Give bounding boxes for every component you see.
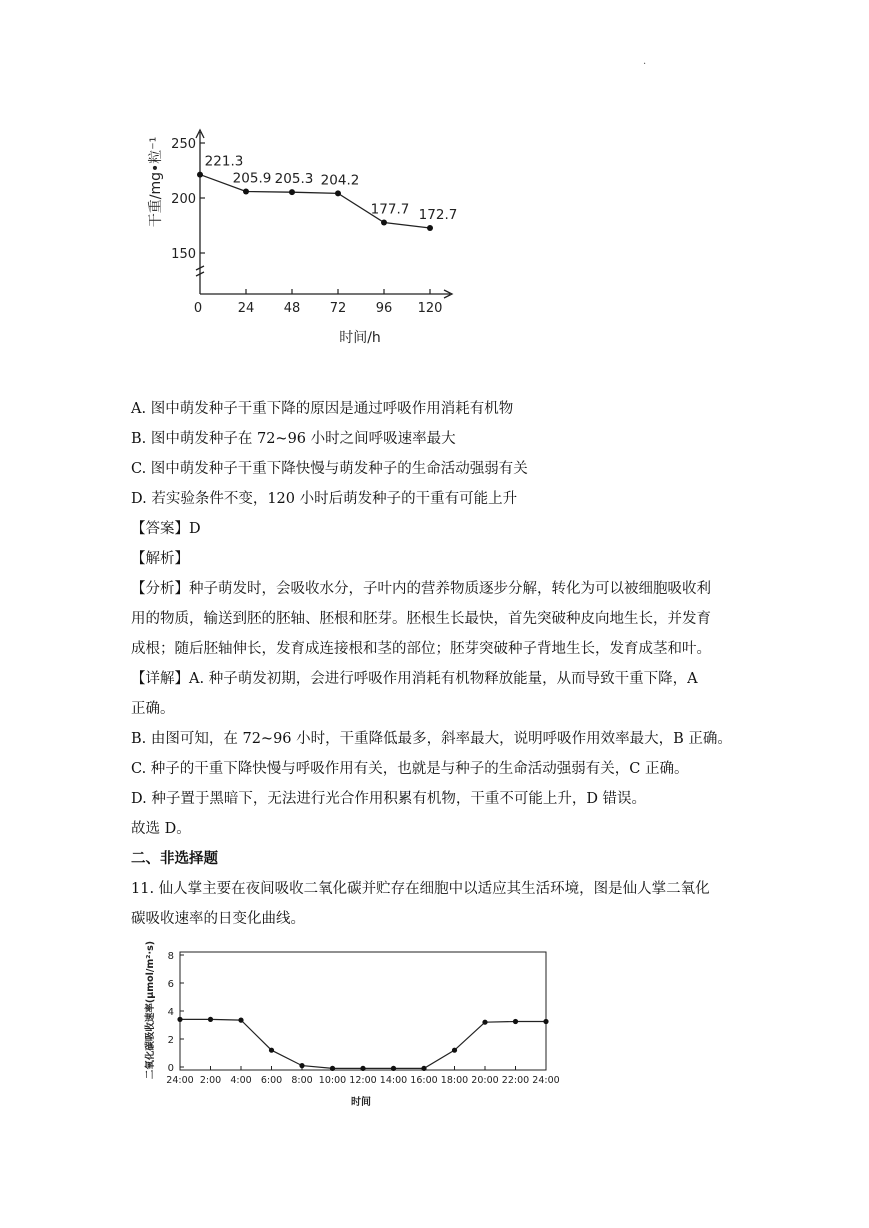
chart2-series [177, 1017, 548, 1071]
chart2-data-point [208, 1017, 213, 1022]
chart1-data-point [197, 172, 203, 178]
chart2-x-tick-label: 8:00 [291, 1075, 313, 1086]
dry-weight-chart [130, 118, 480, 358]
chart1-x-tick-label: 24 [237, 301, 255, 316]
chart1-x-tick-label: 96 [375, 301, 393, 316]
chart1-y-axis-label: 干重/mg•粒⁻¹ [148, 136, 164, 228]
chart2-x-tick-label: 6:00 [260, 1075, 283, 1086]
chart2-x-tick-label: 2:00 [199, 1075, 222, 1086]
detail-c: C. 种子的干重下降快慢与呼吸作用有关，也就是与种子的生命活动强弱有关，C 正确。 [131, 761, 689, 777]
detail-b: B. 由图可知，在 72~96 小时，干重降低最多，斜率最大，说明呼吸作用效率最大，B 正确。 [131, 731, 732, 747]
question-11-line-2: 碳吸收速率的日变化曲线。 [131, 911, 305, 927]
chart1-data-label: 204.2 [320, 172, 360, 189]
chart2-x-tick-label: 24:00 [532, 1075, 560, 1086]
chart1-data-label: 221.3 [204, 153, 244, 170]
chart2-series-line [180, 1019, 546, 1068]
chart2-x-tick-label: 12:00 [349, 1075, 377, 1086]
detail-line-2: 正确。 [131, 701, 175, 717]
option-b: B. 图中萌发种子在 72~96 小时之间呼吸速率最大 [131, 431, 456, 447]
chart2-axes [180, 952, 546, 1070]
chart2-y-tick-label: 2 [167, 1035, 174, 1046]
chart2-x-tick-label: 4:00 [230, 1075, 252, 1086]
chart2-y-ticks [168, 951, 184, 1074]
question-11-line-1: 11. 仙人掌主要在夜间吸收二氧化碳并贮存在细胞中以适应其生活环境，图是仙人掌二氧化 [131, 881, 710, 897]
chart2-x-tick-label: 20:00 [471, 1075, 499, 1086]
option-a: A. 图中萌发种子干重下降的原因是通过呼吸作用消耗有机物 [131, 401, 514, 417]
chart1-x-tick-label: 120 [417, 301, 443, 316]
chart2-data-point [238, 1018, 243, 1023]
chart2-y-tick-label: 4 [167, 1007, 174, 1018]
explanation-heading: 【解析】 [131, 551, 189, 567]
chart2-data-point [177, 1017, 182, 1022]
chart2-x-tick-label: 24:00 [166, 1075, 194, 1086]
detail-line-1: 【详解】A. 种子萌发初期，会进行呼吸作用消耗有机物释放能量，从而导致干重下降，A [131, 671, 698, 687]
chart2-data-point [452, 1048, 457, 1053]
chart1-data-label: 177.7 [370, 201, 410, 218]
chart1-data-point [289, 189, 295, 195]
chart2-plot-frame [180, 952, 546, 1070]
chart2-y-axis-label: 二氧化碳吸收速率(μmol/m²·s) [145, 940, 156, 1080]
option-c: C. 图中萌发种子干重下降快慢与萌发种子的生命活动强弱有关 [131, 461, 528, 477]
detail-d: D. 种子置于黑暗下，无法进行光合作用积累有机物，干重不可能上升，D 错误。 [131, 791, 647, 807]
chart2-data-point [330, 1066, 335, 1071]
option-d: D. 若实验条件不变，120 小时后萌发种子的干重有可能上升 [131, 491, 518, 507]
chart1-x-tick-label: 72 [329, 301, 347, 316]
chart2-data-point [513, 1019, 518, 1024]
analysis-line-1: 【分析】种子萌发时，会吸收水分，子叶内的营养物质逐步分解，转化为可以被细胞吸收利 [131, 581, 711, 597]
chart2-data-point [269, 1048, 274, 1053]
chart1-x-tick-label: 48 [283, 301, 301, 316]
chart1-data-labels [205, 154, 458, 223]
chart2-x-tick-label: 14:00 [379, 1075, 408, 1086]
co2-absorption-chart [140, 940, 570, 1110]
chart1-x-ticks [194, 289, 443, 316]
chart2-data-point [482, 1020, 487, 1025]
chart2-data-point [391, 1066, 396, 1071]
chart1-data-label: 172.7 [418, 207, 458, 224]
chart1-data-point [381, 220, 387, 226]
chart2-data-point [360, 1066, 365, 1071]
chart1-data-point [335, 190, 341, 196]
chart1-data-label: 205.9 [232, 170, 272, 187]
chart2-y-tick-label: 6 [167, 979, 174, 990]
answer-line: 【答案】D [131, 521, 201, 537]
chart1-y-tick-label: 150 [171, 247, 196, 262]
conclusion: 故选 D。 [131, 821, 191, 837]
chart1-x-axis-label: 时间/h [339, 330, 381, 346]
chart2-x-axis-label: 时间 [351, 1097, 371, 1108]
analysis-line-3: 成根；随后胚轴伸长，发育成连接根和茎的部位；胚芽突破种子背地生长，发育成茎和叶。 [131, 641, 711, 657]
chart1-data-point [427, 225, 433, 231]
chart2-x-tick-label: 18:00 [440, 1075, 469, 1086]
chart2-x-tick-label: 22:00 [501, 1075, 530, 1086]
chart1-y-tick-label: 200 [171, 192, 196, 207]
analysis-line-2: 用的物质，输送到胚的胚轴、胚根和胚芽。胚根生长最快，首先突破种皮向地生长，并发育 [131, 611, 711, 627]
chart2-data-point [421, 1066, 426, 1071]
chart2-y-tick-label: 8 [167, 951, 174, 962]
chart2-x-tick-label: 16:00 [410, 1075, 438, 1086]
chart2-x-tick-label: 10:00 [318, 1075, 347, 1086]
section-heading: 二、非选择题 [131, 851, 218, 867]
chart1-data-point [243, 189, 249, 195]
chart2-y-tick-label: 0 [167, 1063, 174, 1074]
chart1-data-label: 205.3 [274, 171, 314, 188]
chart1-y-tick-label: 250 [171, 137, 196, 152]
page-mark: . [643, 56, 647, 67]
chart1-x-tick-label: 0 [193, 301, 203, 316]
chart2-data-point [543, 1019, 548, 1024]
chart2-data-point [299, 1063, 304, 1068]
